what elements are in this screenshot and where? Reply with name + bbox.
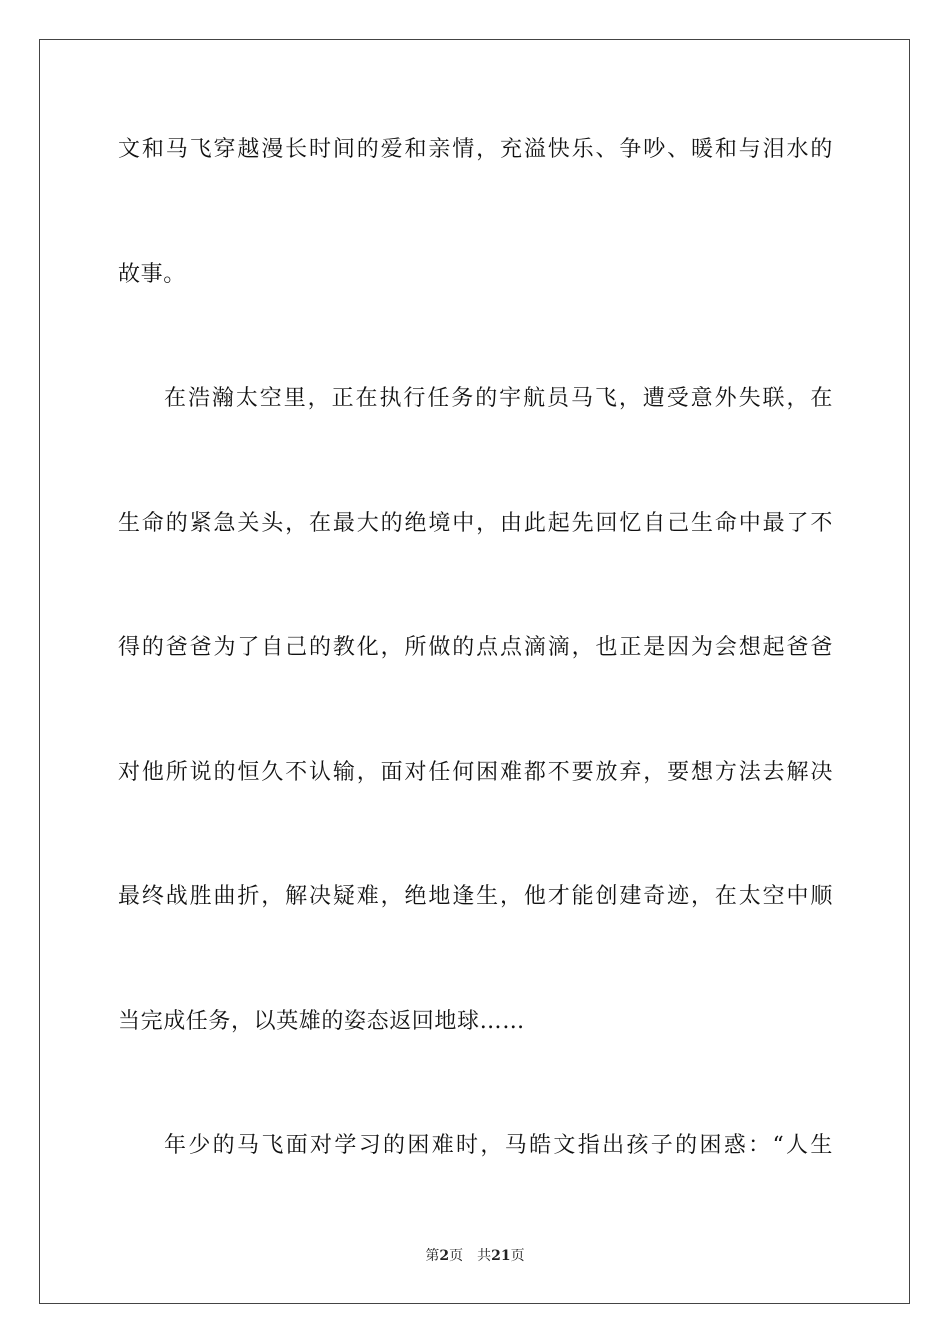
body-text-line: 生命的紧急关头，在最大的绝境中，由此起先回忆自己生命中最了不	[118, 511, 833, 536]
page-footer	[0, 1247, 950, 1265]
total-label-prefix: 共	[477, 1248, 492, 1264]
body-text-line: 最终战胜曲折，解决疑难，绝地逢生，他才能创建奇迹，在太空中顺	[118, 884, 833, 909]
page-frame	[39, 39, 910, 1304]
total-label-suffix: 页	[510, 1248, 525, 1264]
body-text-line: 故事。	[118, 262, 186, 287]
total-pages: 21	[491, 1248, 511, 1264]
body-text-line: 得的爸爸为了自己的教化，所做的点点滴滴，也正是因为会想起爸爸	[118, 635, 833, 660]
paragraph-first-line: 在浩瀚太空里，正在执行任务的宇航员马飞，遭受意外失联，在	[164, 386, 833, 411]
body-text-line: 当完成任务，以英雄的姿态返回地球……	[118, 1009, 525, 1034]
body-text-line: 对他所说的恒久不认输，面对任何困难都不要放弃，要想方法去解决	[118, 760, 833, 785]
body-text-line: 文和马飞穿越漫长时间的爱和亲情，充溢快乐、争吵、暖和与泪水的	[118, 137, 833, 162]
paragraph-first-line: 年少的马飞面对学习的困难时，马皓文指出孩子的困惑：“人生	[164, 1133, 833, 1158]
page-label-suffix: 页	[449, 1248, 464, 1264]
page-number: 2	[439, 1248, 450, 1264]
page-label-prefix: 第	[425, 1248, 440, 1264]
